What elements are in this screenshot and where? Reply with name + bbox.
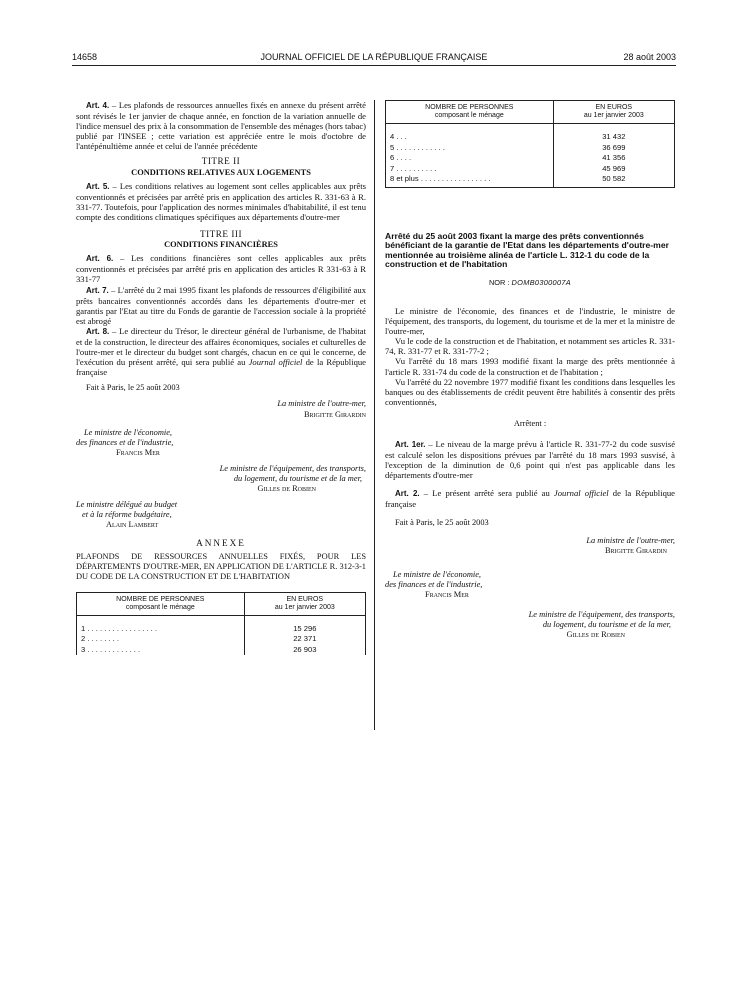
issue-date: 28 août 2003 xyxy=(623,52,676,62)
signatory-role: Le ministre de l'économie, xyxy=(393,569,482,579)
visa-arrete-1993: Vu l'arrêté du 18 mars 1993 modifié fixant la marge des prêts mentionnée à l'article R. 331-74 du code de la construction et de l'habitation ; xyxy=(385,356,675,377)
column-divider xyxy=(374,100,375,730)
table-row: 6 . . . . 41 356 xyxy=(386,153,675,164)
signatory-role: des finances et de l'industrie, xyxy=(76,437,174,447)
signatory-role: des finances et de l'industrie, xyxy=(385,579,483,589)
article-7: Art. 7. – L'arrêté du 2 mai 1995 fixant les plafonds de ressources d'éligibilité aux prêts bancaires conventionnés accordés dans les départements d'outre-mer et garantis par l'Etat au titre du Fonds de garantie de l'accession sociale à la propriété est abrogé xyxy=(76,284,366,326)
table-header-euros: EN EUROS au 1er janvier 2003 xyxy=(244,592,365,615)
signatory-role: Le ministre de l'équipement, des transports, xyxy=(219,463,366,473)
table-row: 8 et plus . . . . . . . . . . . . . . . . . 50 582 xyxy=(386,174,675,187)
signatory-role: La ministre de l'outre-mer, xyxy=(586,535,675,545)
table-row: 7 . . . . . . . . . . 45 969 xyxy=(386,164,675,175)
signatory-name: Francis Mer xyxy=(116,447,160,457)
preamble-ministers: Le ministre de l'économie, des finances et de l'industrie, le ministre de l'équipement, des transports, du logement, du tourisme et de la mer et la ministre de l'outre-mer, xyxy=(385,305,675,337)
signatory-name: Gilles de Robien xyxy=(566,630,625,640)
article-1: Art. 1er. – Le niveau de la marge prévu à l'article R. 331-77-2 du code susvisé est calculé selon les dispositions prévues par l'arrêté du 18 mars 1993 susvisé, à l'exception de la diminution de 0,6 point qui n'est pas applicable dans les départements d'outre-mer xyxy=(385,439,676,481)
table-row: 4 . . . 31 432 xyxy=(386,132,675,143)
decree-title: Arrêté du 25 août 2003 fixant la marge des prêts conventionnés bénéficiant de la garantie de l'Etat dans les départements d'outre-mer mentionnée au troisième alinéa de l'article L. 312-1 du code de la construction et de l'habitation xyxy=(385,230,669,270)
titre-iii-heading: CONDITIONS FINANCIÈRES xyxy=(164,240,278,250)
article-6: Art. 6. – Les conditions financières sont celles applicables aux prêts conventionnés et précisées par arrêté pris en application des articles R 331-63 à R 331-77 xyxy=(76,253,367,285)
signatory-name: Alain Lambert xyxy=(106,520,159,530)
visa-code: Vu le code de la construction et de l'habitation, et notamment ses articles R. 331-74, R. 331-77 et R. 331-77-2 ; xyxy=(385,336,675,357)
titre-iii-number: TITRE III xyxy=(200,229,242,240)
table-row: 2 . . . . . . . . 22 371 xyxy=(77,634,366,645)
article-8: Art. 8. – Le directeur du Trésor, le directeur général de l'urbanisme, de l'habitat et de la construction, le directeur des affaires économiques, sociales et culturelles de l'outre-mer et le directeur du budget sont chargés, chacun en ce qui le concerne, de l'exécution du présent arrêté, qui sera publié au Journal officiel de la République française xyxy=(76,325,367,378)
article-5: Art. 5. – Les conditions relatives au logement sont celles applicables aux prêts conventionnés et précisées par arrêté pris en application des articles R. 331-63 à R. 331-77. Toutefois, pour l'application des normes minimales d'habitabilité, il est tenu compte des conditions climatiques spécifiques aux départements d'outre-mer xyxy=(76,180,367,222)
signatory-name: Brigitte Girardin xyxy=(604,545,667,555)
article-2: Art. 2. – Le présent arrêté sera publié au Journal officiel de la République française xyxy=(385,488,675,510)
signatory-role: La ministre de l'outre-mer, xyxy=(277,399,366,409)
left-column xyxy=(76,100,366,655)
annexe-title: ANNEXE xyxy=(196,538,246,549)
table-header-persons: NOMBRE DE PERSONNES composant le ménage xyxy=(386,101,554,124)
signatory-name: Francis Mer xyxy=(425,590,469,600)
signatory-name: Brigitte Girardin xyxy=(303,409,366,419)
signatory-role: Le ministre délégué au budget xyxy=(76,500,178,510)
page-number: 14658 xyxy=(72,52,98,62)
income-ceiling-table-continued xyxy=(385,100,675,188)
journal-title: JOURNAL OFFICIEL DE LA RÉPUBLIQUE FRANÇAISE xyxy=(260,52,488,62)
table-row: 3 . . . . . . . . . . . . . 26 903 xyxy=(77,645,366,656)
arretent: Arrêtent : xyxy=(513,418,547,428)
signatory-role: du logement, du tourisme et de la mer, xyxy=(542,620,671,630)
signatory-role: Le ministre de l'économie, xyxy=(84,427,173,437)
annexe-subtitle: PLAFONDS DE RESSOURCES ANNUELLES FIXÉS, POUR LES DÉPARTEMENTS D'OUTRE-MER, EN APPLICATION DE L'ARTICLE R. 312-3-1 DU CODE DE LA CONSTRUCTION ET DE L'HABITATION xyxy=(76,551,366,581)
signing-place-date: Fait à Paris, le 25 août 2003 xyxy=(395,517,489,527)
signing-place-date: Fait à Paris, le 25 août 2003 xyxy=(86,383,180,393)
visa-arrete-1977: Vu l'arrêté du 22 novembre 1977 modifié fixant les conditions dans lesquelles les banques ou des établissements de crédit peuvent être habilités à consentir des prêts conventionnés, xyxy=(385,376,675,407)
signatory-role: et à la réforme budgétaire, xyxy=(82,510,172,520)
page-header xyxy=(72,52,676,66)
income-ceiling-table xyxy=(76,592,366,656)
table-header-persons: NOMBRE DE PERSONNES composant le ménage xyxy=(77,592,245,615)
signatory-role: du logement, du tourisme et de la mer, xyxy=(233,474,362,483)
nor-reference: NOR : DOMB0300007A xyxy=(488,277,572,287)
article-4: Art. 4. – Les plafonds de ressources annuelles fixés en annexe du présent arrêté sont révisés le 1er janvier de chaque année, en fonction de la variation annuelle de l'indice mensuel des prix à la consommation de l'ensemble des ménages (hors tabac) publié par l'INSEE ; cette variation est appréciée entre le mois d'octobre de l'antépénultième année et celui de l'année précédente xyxy=(76,100,367,152)
table-row: 5 . . . . . . . . . . . . 36 699 xyxy=(386,143,675,154)
titre-ii-number: TITRE II xyxy=(201,156,241,167)
titre-ii-heading: CONDITIONS RELATIVES AUX LOGEMENTS xyxy=(131,167,311,177)
signatory-role: Le ministre de l'équipement, des transports, xyxy=(528,610,675,620)
table-row: 1 . . . . . . . . . . . . . . . . . 15 296 xyxy=(77,624,366,635)
header-rule xyxy=(72,65,676,66)
signatory-name: Gilles de Robien xyxy=(257,484,316,494)
right-column xyxy=(385,100,675,640)
table-header-euros: EN EUROS au 1er janvier 2003 xyxy=(553,101,674,124)
